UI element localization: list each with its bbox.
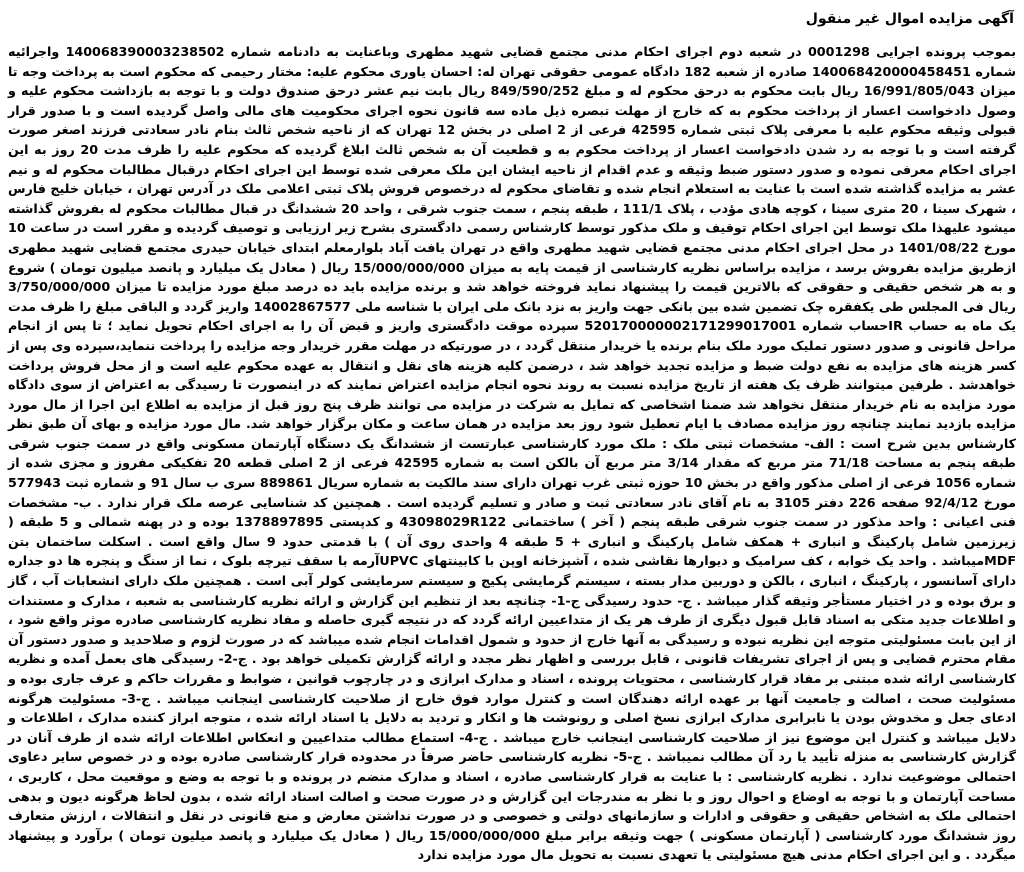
notice-title: آگهی مزایده اموال غیر منقول — [805, 11, 1014, 27]
notice-body: بموجب پرونده اجرایی 0001298 در شعبه دوم اجرای احکام مدنی مجتمع قضایی شهید مطهری وباعنایت به دادنامه شماره 140068390003238502 واجرائیه شماره 140068420000458451 صادره از شعبه 182 دادگاه عمومی حقوقی تهران له: احسان یاوری محکوم علیه: مختار رحیمی که محکوم است به پرداخت وجه تا میزان 16/991/805/043 ریال بابت محکوم به درحق محکوم له و مبلغ 849/590/252 ریال بابت نیم عشر درحق صندوق دولت و با توجه به بازداشت محکوم علیه و وصول دادخواست اعسار از پرداخت محکوم به که خارج از مهلت تبصره ذیل ماده سه قانون نحوه اجرای محکومیت های مالی واصل گردیده است و با صدور قرار قبولی وثیقه محکوم علیه با معرفی پلاک ثبتی شماره 42595 فرعی از 2 اصلی در بخش 12 تهران که از ناحیه شخص ثالث بنام نادر سعادتی فرزند اصغر صورت گرفته است و با توجه به رد شدن دادخواست اعسار از پرداخت محکوم به و قطعیت آن به شخص ثالث ابلاغ گردیده که محکوم علیه را ظرف مدت 20 روز به این اجرای احکام معرفی نموده و صدور دستور ضبط وثیقه و عدم اقدام از ناحیه ایشان این ملک معرفی شده توسط این اجرای احکام درقبال مطالبات محکوم له و نیم عشر به مزایده گذاشته شده است با عنایت به استعلام انجام شده و تقاضای محکوم له درخصوص فروش پلاک ثبتی اعلامی ملک در آدرس تهران ، خیابان خلیج فارس ، شهرک سینا ، 20 متری سینا ، کوچه هادی مؤدب ، پلاک 111/1 ، طبقه پنجم ، سمت جنوب شرقی ، واحد 20 ششدانگ در قبال مطالبات محکوم له بفروش گذاشته میشود علیهذا ملک توسط این اجرای احکام توقیف و ملک مذکور توسط کارشناس رسمی دادگستری بشرح زیر ارزیابی و توصیف گردیده و مقرر است در ساعت 10 مورخ 1401/08/22 در محل اجرای احکام مدنی مجتمع قضایی شهید مطهری واقع در تهران یافت آباد بلوارمعلم ابتدای خیابان حیدری مجتمع قضایی شهید مطهری ازطریق مزایده بفروش برسد ، مزایده براساس نظریه کارشناسی از قیمت پایه به میزان 15/000/000/000 ریال ( معادل یک میلیارد و پانصد میلیون تومان ) شروع و به هر شخص حقیقی و حقوقی که بالاترین قیمت را پیشنهاد نماید فروخته خواهد شد و برنده مزایده باید ده درصد مبلغ مورد مزایده تا میزان 3/750/000/000 ریال فی المجلس طی یکفقره چک تضمین شده بین بانکی جهت واریز به نزد بانک ملی ایران با شناسه ملی 14002867577 واریز گردد و الباقی مبلغ را ظرف مدت یک ماه به حساب IRحساب شماره 520170000002171299017001 سپرده موقت دادگستری واریز و قبض آن را به اجرای احکام تحویل نماید ؛ تا پس از انجام مراحل قانونی و صدور دستور تملیک مورد ملک بنام برنده یا خریدار منتقل گردد ، در صورتیکه در مهلت مقرر خریدار وجه مزایده را پرداخت ننماید،سپرده وی پس از کسر هزینه های مزایده به نفع دولت ضبط و مزایده تجدید خواهد شد ، درضمن کلیه هزینه های نقل و انتقال به عهده محکوم علیه است و از محل فروش پرداخت خواهدشد . طرفین میتوانند ظرف یک هفته از تاریخ مزایده نسبت به روند نحوه انجام مزایده اعتراض نمایند که در اینصورت تا رسیدگی به اعتراض از سوی دادگاه مورد مزایده به نام خریدار منتقل نخواهد شد ضمنا اشخاصی که تمایل به شرکت در مزایده می توانند ظرف پنج روز قبل از مزایده به اطلاع این اجرا از مال مورد مزایده بازدید نمایند چنانچه روز مزایده مصادف با ایام تعطیل شود روز بعد مزایده در همان ساعت و مکان برگزار خواهد شد. مال مورد مزایده و بهای آن طبق نظر کارشناس بدین شرح است : الف- مشخصات ثبتی ملک : ملک مورد کارشناسی عبارتست از ششدانگ یک دستگاه آپارتمان مسکونی واقع در سمت جنوب شرقی طبقه پنجم به مساحت 71/18 متر مربع که مقدار 3/14 متر مربع آن بالکن است به شماره 42595 فرعی از 2 اصلی قطعه 20 تفکیکی مفروز و مجزی شده از شماره 1056 فرعی از اصلی مذکور واقع در بخش 10 حوزه ثبتی غرب تهران دارای سند مالکیت به شماره سریال 889861 سری ب سال 91 و شماره ثبت 577943 مورخ 92/4/12 صفحه 226 دفتر 3105 به نام آقای نادر سعادتی ثبت و صادر و تسلیم گردیده است . همچنین کد شناسایی عرصه ملک قرار ندارد . ب- مشخصات فنی اعیانی : واحد مذکور در سمت جنوب شرقی طبقه پنجم ( آخر ) ساختمانی 43098029R122 و کدپستی 1378897895 بوده و در پهنه شمالی و 5 طبقه ( زیرزمین شامل پارکینگ و انباری + همکف شامل پارکینگ و انباری + 5 طبقه 4 واحدی روی آن ) با قدمتی حدود 9 سال واقع است . اسکلت ساختمان بتن MDFمیباشد . واحد یک خوابه ، کف سرامیک و دیوارها نقاشی شده ، آشپزخانه اوپن با کابینتهای UPVCآرمه با سقف تیرچه بلوک ، نما از سنگ و پنجره ها دو جداره دارای آسانسور ، پارکینگ ، انباری ، بالکن و دوربین مدار بسته ، سیستم گرمایشی پکیج و سیستم سرمایشی کولر آبی است . همچنین ملک دارای انشعابات آب ، گاز و برق بوده و در اختیار مستأجر وثیقه گذار میباشد . ج- حدود رسیدگی ج-1- چنانچه بعد از تنظیم این گزارش و ارائه نظریه کارشناسی به شعبه ، مدارک و مستندات و اطلاعات جدید متکی به اسناد قابل قبول دیگری از طرف هر یک از متداعیین ارائه گردد که در نتیجه گیری حاصله و مفاد نظریه کارشناسی صادره موثر واقع شود ، از این بابت مسئولیتی متوجه این نظریه نبوده و رسیدگی به آنها خارج از حدود و شمول اقدامات انجام شده میباشد که در صورت لزوم و صلاحدید و صدور دستور آن مقام محترم قضایی و پس از اجرای تشریفات قانونی ، قابل بررسی و اظهار نظر مجدد و ارائه گزارش تکمیلی خواهد بود . ج-2- رسیدگی های بعمل آمده و نظریه کارشناسی ارائه شده مبتنی بر مفاد قرار کارشناسی ، محتویات پرونده ، اسناد و مدارک ابرازی و در چارچوب قوانین ، ضوابط و مقررات حاکم و عرف جاری بوده و مسئولیت صحت ، اصالت و جامعیت آنها بر عهده ارائه دهندگان است و کنترل موارد فوق خارج از صلاحیت کارشناسی اینجانب میباشد . ج-3- مسئولیت هرگونه ادعای جعل و مخدوش بودن یا نابرابری مدارک ابرازی نسخ اصلی و رونوشت ها و انکار و تردید به دلایل یا اسناد ارائه شده ، متوجه ابراز کننده مدارک ، اطلاعات و دلایل میباشد و کنترل این موضوع نیز از صلاحیت کارشناسی اینجانب خارج میباشد . ج-4- استماع مطالب متداعیین و انعکاس اطلاعات ارائه شده از طرف آنان در گزارش کارشناسی به منزله تأیید یا رد آن مطالب نمیباشد . ج-5- نظریه کارشناسی حاضر صرفاً در محدوده قرار کارشناسی صادره بوده و در خصوص سایر دعاوی احتمالی موضوعیت ندارد . نظریه کارشناسی : با عنایت به قرار کارشناسی صادره ، اسناد و مدارک منضم در پرونده و با توجه به وضع و موقعیت محل ، کاربری ، مساحت آپارتمان و با توجه به اوضاع و احوال روز و با نظر به مندرجات این گزارش و در صورت صحت و اصالت اسناد ارائه شده ، بدون لحاظ هرگونه دیون و بدهی احتمالی ملک به اشخاص حقیقی و حقوقی و ادارات و سازمانهای دولتی و خصوصی و در صورت نداشتن معارض و منع قانونی در نقل و انتقالات ، ارزش متعارف روز ششدانگ مورد کارشناسی ( آپارتمان مسکونی ) جهت وثیقه برابر مبلغ 15/000/000/000 ریال ( معادل یک میلیارد و پانصد میلیون تومان ) برآورد و پیشنهاد میگردد . و این اجرای احکام مدنی هیچ مسئولیتی یا تعهدی نسبت به تحویل مال مورد مزایده ندارد — [8, 44, 1017, 863]
